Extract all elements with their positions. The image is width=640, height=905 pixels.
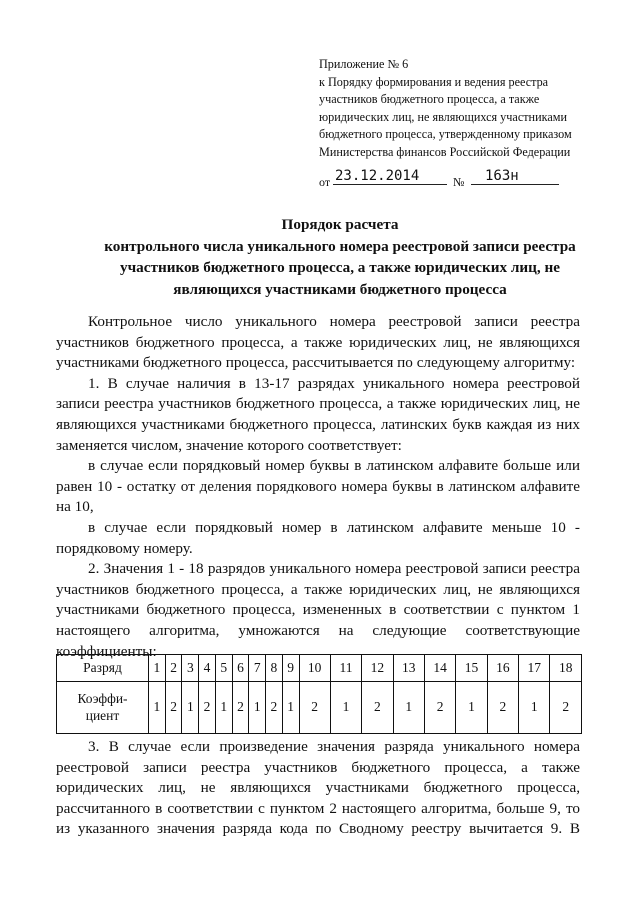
digit-cell: 2 [165, 655, 182, 682]
digit-cell: 10 [299, 655, 330, 682]
order-number: 163н [471, 168, 559, 185]
order-reference [319, 168, 549, 190]
digit-cell: 13 [393, 655, 424, 682]
coefficient-cell: 1 [519, 681, 550, 733]
title-line: Порядок расчета [281, 216, 399, 233]
digit-cell: 1 [149, 655, 166, 682]
from-label: от [319, 175, 331, 189]
coefficient-cell: 2 [299, 681, 330, 733]
appendix-line: Приложение № 6 [319, 57, 409, 71]
document-title [60, 214, 620, 300]
digit-cell: 8 [266, 655, 283, 682]
coefficient-row [57, 681, 582, 733]
paragraph-item-3: 3. В случае если произведение значения разряда уникального номера реестровой записи реестра участников бюджетного процесса, а также юридических лиц, не являющихся участниками бюджетного процесса, рассчитанного в соответствии с пунктом 2 настоящего алгоритма, больше 9, то из указанного значения разряда кода по Сводному реестру вычитается 9. В [56, 738, 580, 838]
coefficient-cell: 2 [424, 681, 455, 733]
coefficient-cell: 2 [362, 681, 393, 733]
row-label-coefficient: Коэффи- циент [57, 681, 149, 733]
appendix-header [319, 56, 619, 162]
digit-cell: 9 [282, 655, 299, 682]
appendix-line: юридических лиц, не являющихся участниками [319, 109, 567, 124]
coefficient-cell: 1 [182, 681, 199, 733]
coefficient-cell: 1 [393, 681, 424, 733]
paragraph-item-2: 2. Значения 1 - 18 разрядов уникального номера реестровой записи реестра участников бюджетного процесса, а также юридических лиц, не являющихся участниками бюджетного процесса, измененных в соответствии с пунктом 1 настоящего алгоритма, умножаются на следующие соответствующие коэффициенты: [56, 560, 580, 660]
coefficient-cell: 1 [215, 681, 232, 733]
coefficient-cell: 1 [149, 681, 166, 733]
title-line: являющихся участниками бюджетного процесса [173, 280, 507, 298]
digit-row [57, 655, 582, 682]
coefficient-cell: 2 [266, 681, 283, 733]
coefficient-cell: 1 [282, 681, 299, 733]
digit-cell: 16 [487, 655, 518, 682]
row-label-digit: Разряд [57, 655, 149, 682]
order-date: 23.12.2014 [333, 168, 447, 185]
title-line: контрольного числа уникального номера реестровой записи реестра [104, 237, 576, 255]
digit-cell: 4 [199, 655, 216, 682]
coefficient-cell: 2 [487, 681, 518, 733]
body-text [56, 312, 580, 662]
coefficient-cell: 2 [165, 681, 182, 733]
digit-cell: 3 [182, 655, 199, 682]
paragraph-intro: Контрольное число уникального номера реестровой записи реестра участников бюджетного процесса, а также юридических лиц, не являющихся участниками бюджетного процесса, рассчитывается по следующему алгоритму: [56, 313, 580, 372]
digit-cell: 17 [519, 655, 550, 682]
paragraph-case-b: в случае если порядковый номер в латинском алфавите меньше 10 - порядковому номеру. [56, 518, 580, 557]
coefficient-cell: 2 [550, 681, 582, 733]
digit-cell: 14 [424, 655, 455, 682]
number-label: № [453, 175, 465, 189]
digit-cell: 7 [249, 655, 266, 682]
coefficient-cell: 1 [330, 681, 361, 733]
paragraph-item-1: 1. В случае наличия в 13-17 разрядах уникального номера реестровой записи реестра участников бюджетного процесса, а также юридических лиц, не являющихся участниками бюджетного процесса, латинских букв каждая из них заменяется числом, значение которого соответствует: [56, 374, 580, 454]
title-line: участников бюджетного процесса, а также юридических лиц, не [119, 259, 561, 277]
coefficient-cell: 1 [249, 681, 266, 733]
appendix-line: бюджетного процесса, утвержденному приказом [319, 127, 572, 142]
body-text-continued [56, 737, 580, 840]
digit-cell: 5 [215, 655, 232, 682]
digit-cell: 11 [330, 655, 361, 682]
coefficient-table [56, 654, 582, 734]
appendix-line: к Порядку формирования и ведения реестра [319, 74, 549, 89]
appendix-line: Министерства финансов Российской Федерации [319, 144, 571, 159]
digit-cell: 12 [362, 655, 393, 682]
digit-cell: 18 [550, 655, 582, 682]
digit-cell: 15 [456, 655, 487, 682]
coefficient-cell: 2 [232, 681, 249, 733]
appendix-line: участников бюджетного процесса, а также [319, 92, 540, 107]
paragraph-case-a: в случае если порядковый номер буквы в латинском алфавите больше или равен 10 - остатку от деления порядкового номера буквы в латинском алфавите на 10, [56, 457, 580, 516]
digit-cell: 6 [232, 655, 249, 682]
coefficient-cell: 1 [456, 681, 487, 733]
coefficient-cell: 2 [199, 681, 216, 733]
